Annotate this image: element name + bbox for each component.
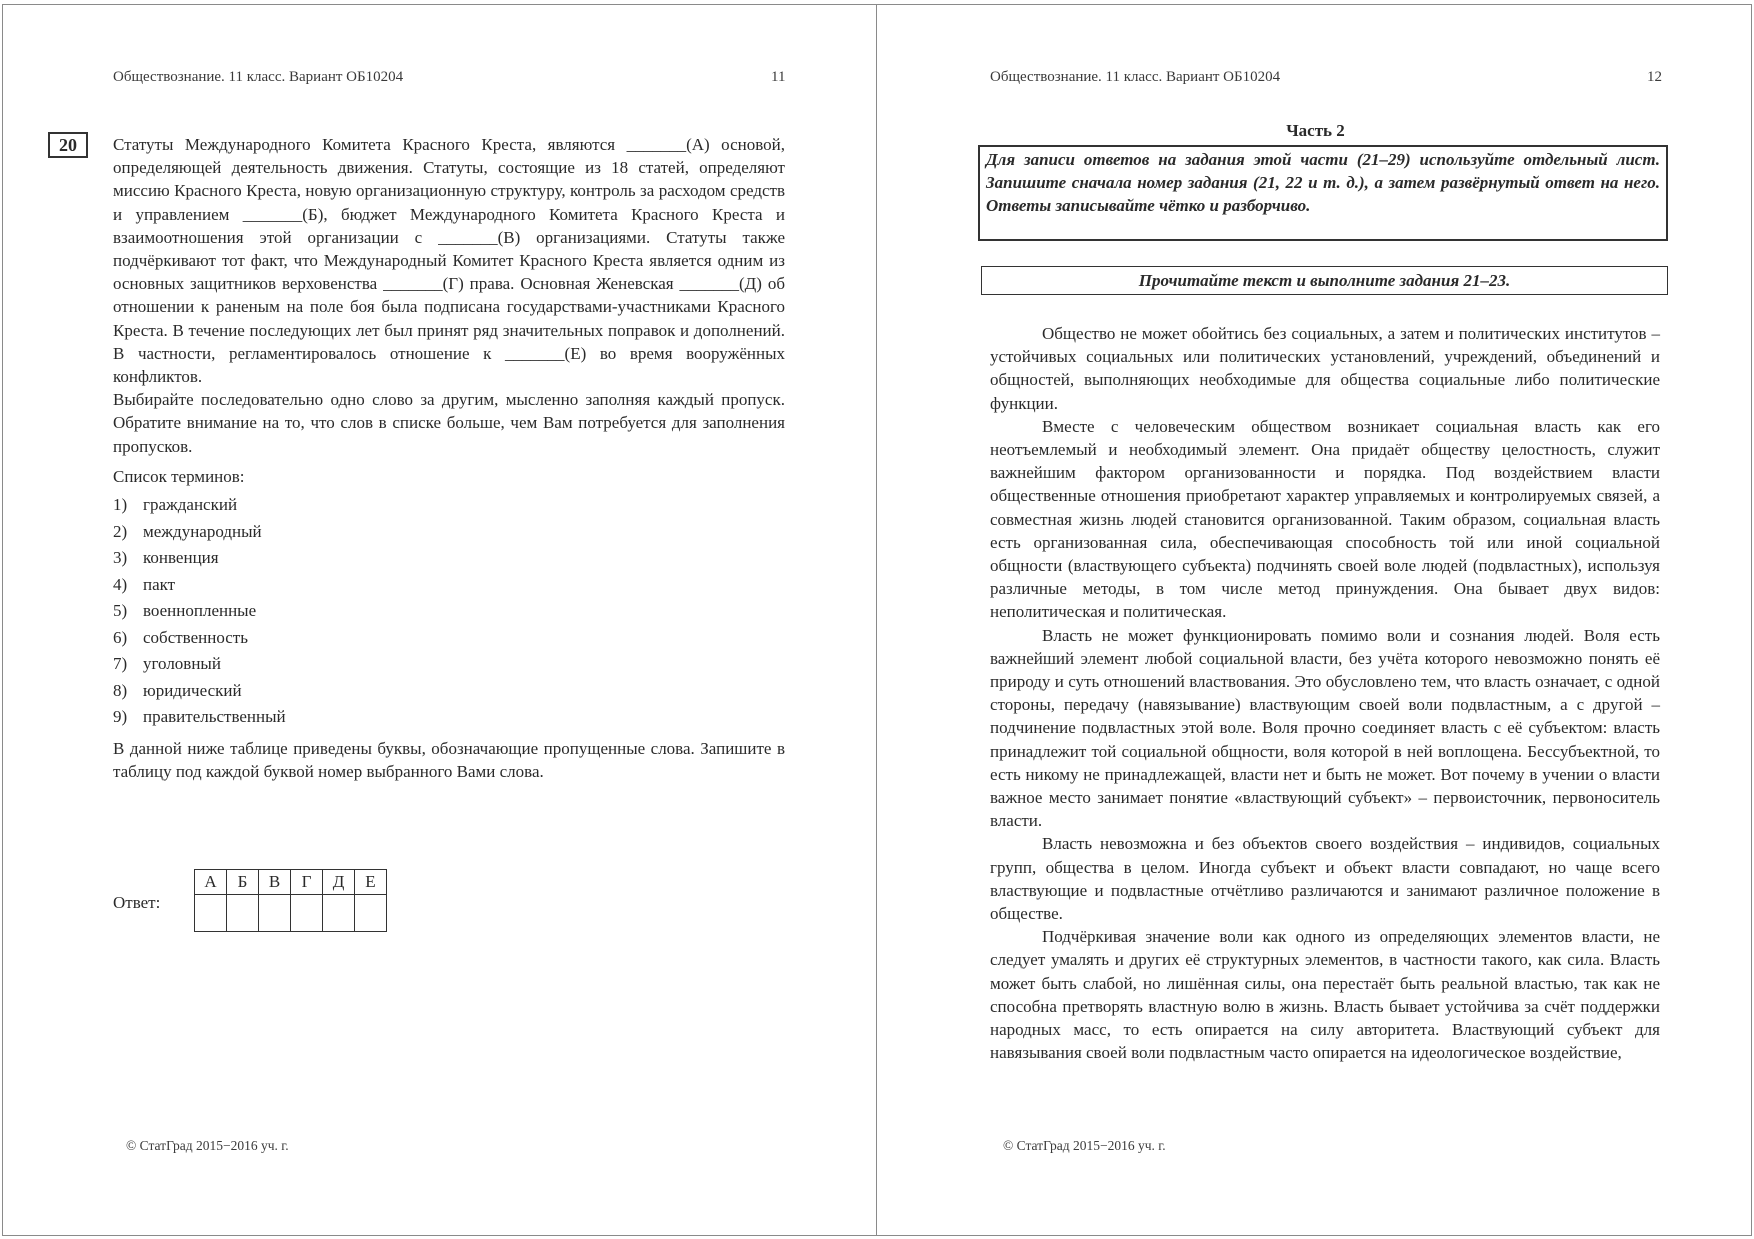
page-header [113,69,403,86]
read-task-box: Прочитайте текст и выполните задания 21–23. [981,266,1668,295]
term-item: 3) конвенция [113,548,219,568]
source-text [990,322,1660,1065]
text-paragraph: Подчёркивая значение воли как одного из определяющих элементов власти, не следует умалять и других её структурных элементов, в частности такого, как сила. Власть может быть слабой, но лишённая силы, она перестаёт быть реальной властью, так как не способна претворять властную волю в жизнь. Власть бывает устойчива за счёт поддержки народных масс, то есть опирается на силу авторитета. Властвующий субъект для навязывания своей воли подвластным часто опирается на идеологическое воздействие, [990,927,1660,1063]
term-item: 1) гражданский [113,495,238,515]
task-instruction: Выбирайте последовательно одно слово за другим, мысленно заполняя каждый пропуск. Обратите внимание на то, что слов в списке больше, чем Вам потребуется для заполнения пропусков. [113,390,785,456]
terms-label: Список терминов: [113,466,245,486]
answer-cell[interactable] [259,895,291,932]
term-item: 8) юридический [113,680,242,700]
page-number: 12 [1647,69,1662,85]
text-paragraph: Общество не может обойтись без социальных, а затем и политических институтов – устойчивых социальных или политических установлений, учреждений, объединений и общностей, выполняющих необходимые для общества социальные либо политические функции. [990,324,1660,413]
terms-list [113,492,785,731]
page-header [990,69,1280,86]
answer-label: Ответ: [113,893,161,912]
answer-cell[interactable] [195,895,227,932]
text-paragraph: Власть не может функционировать помимо воли и сознания людей. Воля есть важнейший элемент любой социальной власти, без учёта которого невозможно понять её природу и суть отношений властвования. Это обусловлено тем, что власть означает, с одной стороны, передачу (навязывание) властвующим своей воли подвластным, а с другой – подчинение подвластных этой воле. Воля прочно соединяет власть с её субъектом: власть принадлежит той социальной общности, воля которой в ней воплощена. Бессубъектной, то есть никому не принадлежащей, власти нет и быть не может. Вот почему в учении о власти важное место занимает понятие «властвующий субъект» – первоисточник, первоноситель власти. [990,625,1660,831]
term-item: 5) военнопленные [113,601,257,621]
part-title: Часть 2 [1286,121,1345,140]
text-paragraph: Власть невозможна и без объектов своего воздействия – индивидов, социальных групп, общества в целом. Иногда субъект и объект власти совпадают, но чаще всего властвующие и подвластные отчётливо различаются и занимают различное положение в обществе. [990,834,1660,924]
term-item: 7) уголовный [113,654,221,674]
task-number-box: 20 [48,132,88,158]
term-item: 2) международный [113,521,262,541]
answer-letter: Е [355,870,387,895]
page-footer: © СтатГрад 2015−2016 уч. г. [1003,1138,1166,1153]
left-page [0,0,876,1239]
answer-cell[interactable] [291,895,323,932]
answer-letter: Д [323,870,355,895]
page-footer: © СтатГрад 2015−2016 уч. г. [126,1138,289,1153]
page-number: 11 [771,69,786,85]
task-body [113,133,785,783]
text-paragraph: Вместе с человеческим обществом возникает социальная власть как его неотъемлемый и необходимый элемент. Она придаёт обществу целостность, служит важнейшим фактором организованности и порядка. Под воздействием власти общественные отношения приобретают характер управляемых и контролируемых связей, а совместная жизнь людей становится организованной. Таким образом, социальная власть есть организованная сила, обеспечивающая способность той или иной социальной общности (властвующего субъекта) подчинять своей воле людей (подвластных), используя различные методы, в том числе метод принуждения. Она бывает двух видов: неполитическая и политическая. [990,416,1660,622]
instruction-box: Для записи ответов на задания этой части (21–29) используйте отдельный лист. Запишите сначала номер задания (21, 22 и т. д.), а затем развёрнутый ответ на него. Ответы записывайте чётко и разборчиво. [978,145,1668,241]
answer-letter: Б [227,870,259,895]
term-item: 6) собственность [113,627,248,647]
answer-table [194,869,387,932]
answer-letter: В [259,870,291,895]
term-item: 4) пакт [113,574,176,594]
answer-cell[interactable] [355,895,387,932]
answer-letter: Г [291,870,323,895]
task-paragraph: Статуты Международного Комитета Красного Креста, являются _______(А) основой, определяющей деятельность движения. Статуты, состоящие из 18 статей, определяют миссию Красного Креста, новую организационную структуру, контроль за расходом средств и управлением _______(Б), бюджет Международного Комитета Красного Креста и взаимоотношения этой организации с _______(В) организациями. Статуты также подчёркивают тот факт, что Международный Комитет Красного Креста является одним из основных защитников верховенства _______(Г) права. Основная Женевская _______(Д) об отношении к раненым на поле боя была подписана государствами-участниками Красного Креста. В течение последующих лет был принят ряд значительных поправок и дополнений. В частности, регламентировалось отношение к _______(Е) во время вооружённых конфликтов. [113,135,785,387]
answer-cell[interactable] [227,895,259,932]
table-instruction: В данной ниже таблице приведены буквы, обозначающие пропущенные слова. Запишите в таблицу под каждой буквой номер выбранного Вами слова. [113,738,785,781]
answer-cell[interactable] [323,895,355,932]
term-item: 9) правительственный [113,707,286,727]
header-text: Обществознание. 11 класс. Вариант ОБ10204 [990,69,1281,85]
answer-letter: А [195,870,227,895]
header-text: Обществознание. 11 класс. Вариант ОБ10204 [113,69,404,85]
right-page [877,0,1754,1239]
